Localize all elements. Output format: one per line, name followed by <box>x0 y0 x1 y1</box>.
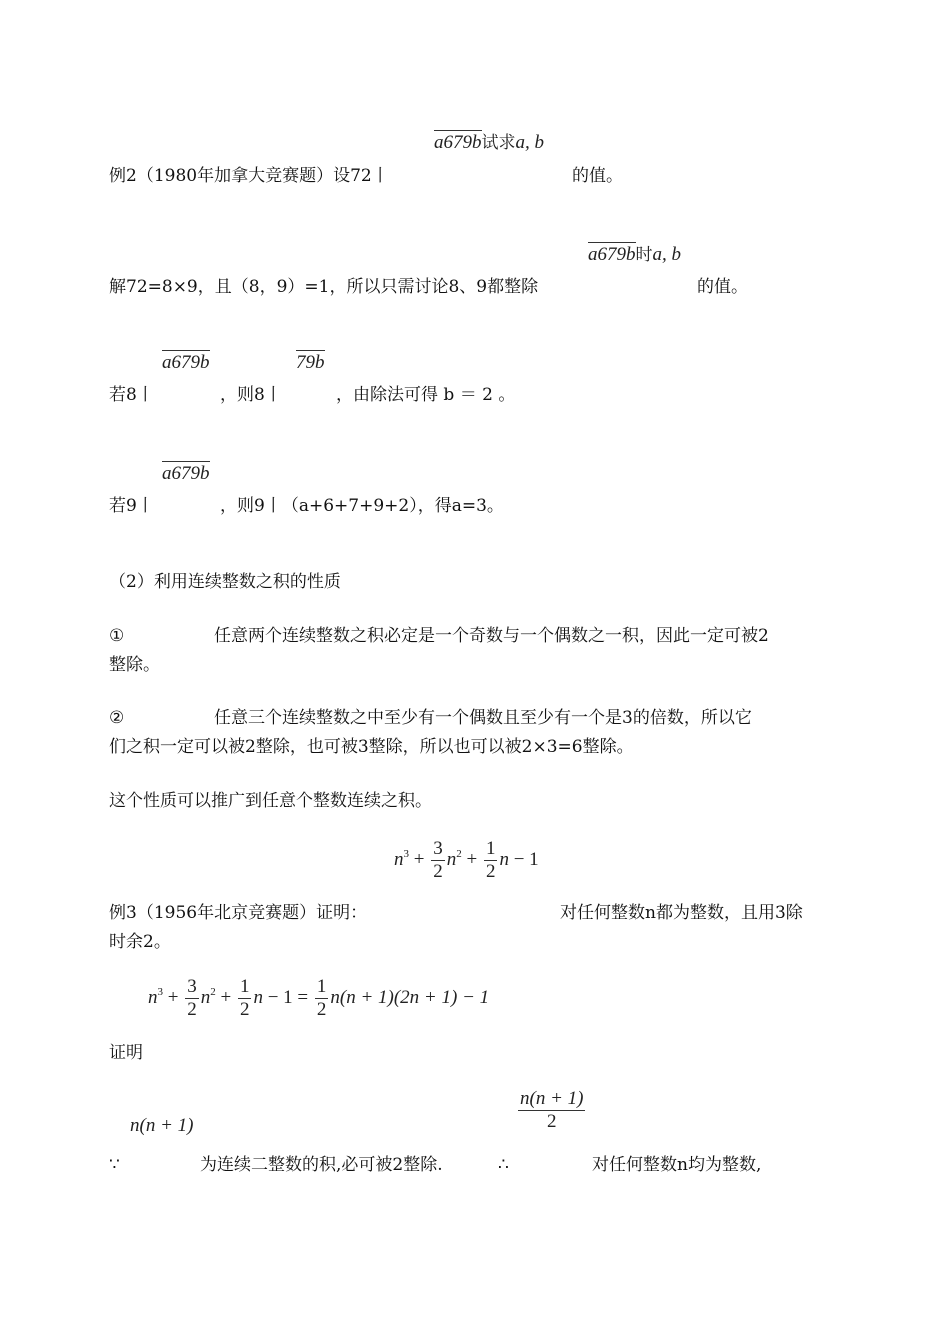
if9-b: ，则9丨（a+6+7+9+2），得a=3。 <box>220 496 504 516</box>
if8-c: ，由除法可得 b ＝ 2 。 <box>336 385 516 405</box>
sol-formula: a679b时a, b <box>588 244 681 265</box>
proof-label: 证明 <box>109 1043 143 1063</box>
proof-equation: $n^3$ + $\frac{3}{2}$ $n^2$ + $\frac{1}{2}$ n − 1 = $\frac{1}{2}$ n(n + 1)(2n + 1) − 1 <box>148 976 490 1020</box>
if8-formula-1: a679b <box>162 352 210 373</box>
proof-nn1-over-2: $\frac{n(n + 1)}{2}$ <box>520 1088 584 1132</box>
p2-text1: 任意三个连续整数之中至少有一个偶数且至少有一个是3的倍数，所以它 <box>214 708 752 728</box>
p2-text2: 们之积一定可以被2整除，也可被3整除，所以也可以被2×3=6整除。 <box>109 737 634 757</box>
p1-text2: 整除。 <box>109 655 160 675</box>
overline-number: a679b <box>434 132 482 153</box>
proof-nn1: n(n + 1) <box>130 1115 194 1136</box>
if9-formula: a679b <box>162 463 210 484</box>
sol-line: 解72=8×9，且（8，9）=1，所以只需讨论8、9都整除 <box>109 277 539 297</box>
ex3-formula: $n^3$ + $\frac{3}{2}$ $n^2$ + $\frac{1}{2}$ n − 1 <box>394 838 539 882</box>
proof-text2: 对任何整数n均为整数, <box>592 1155 762 1175</box>
ex2-formula: a679b试求a, b <box>434 132 544 153</box>
p1-num: ① <box>109 626 125 646</box>
if8-formula-2: 79b <box>296 352 325 373</box>
if8-b: ，则8丨 <box>220 385 282 405</box>
p1-text1: 任意两个连续整数之积必定是一个奇数与一个偶数之一积，因此一定可被2 <box>214 626 769 646</box>
overline-number: a679b <box>588 244 636 265</box>
ex2-line: 例2（1980年加拿大竞赛题）设72丨 <box>109 166 389 186</box>
if8-a: 若8丨 <box>109 385 154 405</box>
therefore-symbol: ∴ <box>498 1155 509 1175</box>
section-title: （2）利用连续整数之积的性质 <box>109 572 341 592</box>
ex2-tail: 的值。 <box>572 166 623 186</box>
ex3-tail: 对任何整数n都为整数，且用3除 <box>560 903 803 923</box>
if9-a: 若9丨 <box>109 496 154 516</box>
sol-tail: 的值。 <box>697 277 748 297</box>
ex3-line: 例3（1956年北京竞赛题）证明： <box>109 903 368 923</box>
proof-text1: 为连续二整数的积,必可被2整除. <box>200 1155 443 1175</box>
general-text: 这个性质可以推广到任意个整数连续之积。 <box>109 791 432 811</box>
since-symbol: ∵ <box>109 1155 120 1175</box>
ex3-line2: 时余2。 <box>109 932 171 952</box>
p2-num: ② <box>109 708 125 728</box>
